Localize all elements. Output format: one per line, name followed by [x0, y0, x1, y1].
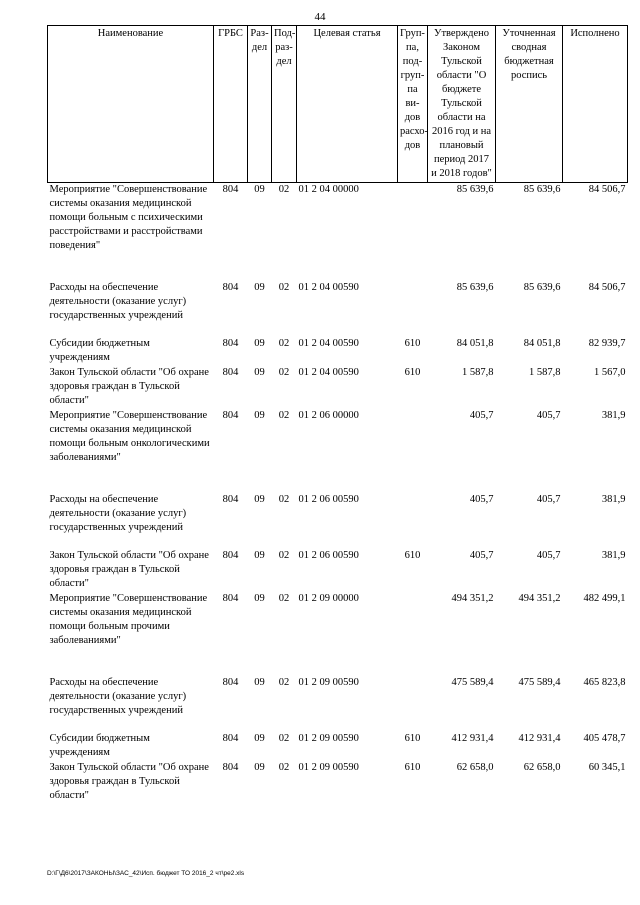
row-name: Расходы на обеспечение деятельности (оказание услуг) государственных учреждений	[49, 282, 187, 321]
row-razdel: 09	[254, 550, 265, 561]
row-utverzhdeno: 1 587,8	[462, 367, 494, 378]
row-ispolneno: 84 506,7	[588, 184, 626, 195]
row-podrazdel: 02	[278, 367, 290, 378]
row-podrazdel: 02	[278, 282, 290, 293]
row-ispolneno: 381,9	[601, 410, 626, 421]
row-ispolneno: 84 506,7	[588, 282, 626, 293]
row-grbs: 804	[222, 410, 239, 421]
row-utochnennaya: 1 587,8	[529, 367, 561, 378]
row-grbs: 804	[222, 550, 239, 561]
row-name: Мероприятие "Совершенствование системы оказания медицинской помощи больным онкологическими заболеваниями"	[49, 410, 210, 463]
row-celevaya: 01 2 09 00590	[298, 762, 359, 773]
row-celevaya: 01 2 04 00590	[298, 338, 359, 349]
row-razdel: 09	[254, 494, 265, 505]
row-ispolneno: 381,9	[601, 494, 626, 505]
row-vid: 610	[404, 367, 421, 378]
row-grbs: 804	[222, 762, 239, 773]
header-podrazdel: Под-раз-дел	[272, 26, 297, 183]
row-grbs: 804	[222, 282, 239, 293]
row-ispolneno: 1 567,0	[594, 367, 626, 378]
row-utochnennaya: 405,7	[536, 410, 561, 421]
row-podrazdel: 02	[278, 184, 290, 195]
row-vid	[398, 676, 428, 732]
header-utochnennaya: Уточненная сводная бюджетная роспись	[496, 26, 563, 183]
row-podrazdel: 02	[278, 338, 290, 349]
row-ispolneno: 405 478,7	[583, 733, 626, 744]
table-row	[48, 337, 628, 366]
row-ispolneno: 482 499,1	[583, 593, 626, 604]
row-podrazdel: 02	[278, 494, 290, 505]
header-name: Наименование	[48, 26, 214, 183]
row-vid	[398, 183, 428, 282]
row-celevaya: 01 2 06 00590	[298, 494, 359, 505]
row-utverzhdeno: 475 589,4	[451, 677, 494, 688]
row-ispolneno: 381,9	[601, 550, 626, 561]
table-row	[48, 366, 628, 409]
row-utochnennaya: 85 639,6	[523, 184, 561, 195]
row-celevaya: 01 2 04 00590	[298, 282, 359, 293]
row-utochnennaya: 85 639,6	[523, 282, 561, 293]
row-celevaya: 01 2 04 00000	[298, 184, 359, 195]
row-utverzhdeno: 405,7	[469, 494, 494, 505]
header-vid: Груп-па, под-груп-па ви-дов расхо-дов	[398, 26, 428, 183]
row-utverzhdeno: 405,7	[469, 550, 494, 561]
header-celevaya: Целевая статья	[297, 26, 398, 183]
row-podrazdel: 02	[278, 762, 290, 773]
table-row	[48, 676, 628, 732]
row-grbs: 804	[222, 677, 239, 688]
row-vid	[398, 493, 428, 549]
row-utverzhdeno: 85 639,6	[456, 184, 494, 195]
header-razdel: Раз-дел	[248, 26, 272, 183]
row-razdel: 09	[254, 733, 265, 744]
row-celevaya: 01 2 09 00590	[298, 733, 359, 744]
row-utverzhdeno: 84 051,8	[456, 338, 494, 349]
row-grbs: 804	[222, 494, 239, 505]
row-vid: 610	[404, 550, 421, 561]
row-celevaya: 01 2 09 00000	[298, 593, 359, 604]
row-podrazdel: 02	[278, 410, 290, 421]
row-name: Расходы на обеспечение деятельности (оказание услуг) государственных учреждений	[49, 494, 187, 533]
row-podrazdel: 02	[278, 733, 290, 744]
row-utverzhdeno: 85 639,6	[456, 282, 494, 293]
budget-table	[47, 25, 628, 804]
row-utochnennaya: 475 589,4	[518, 677, 561, 688]
row-ispolneno: 465 823,8	[583, 677, 626, 688]
row-utverzhdeno: 494 351,2	[451, 593, 494, 604]
row-utochnennaya: 405,7	[536, 550, 561, 561]
row-vid	[398, 281, 428, 337]
table-row	[48, 732, 628, 761]
row-celevaya: 01 2 09 00590	[298, 677, 359, 688]
table-row	[48, 281, 628, 337]
row-utochnennaya: 412 931,4	[518, 733, 561, 744]
table-row	[48, 592, 628, 676]
row-utochnennaya: 405,7	[536, 494, 561, 505]
table-row	[48, 183, 628, 282]
row-razdel: 09	[254, 367, 265, 378]
row-name: Расходы на обеспечение деятельности (оказание услуг) государственных учреждений	[49, 677, 187, 716]
row-grbs: 804	[222, 367, 239, 378]
header-ispolneno: Исполнено	[563, 26, 628, 183]
table-header-row	[48, 26, 628, 183]
row-vid	[398, 592, 428, 676]
row-utverzhdeno: 405,7	[469, 410, 494, 421]
row-celevaya: 01 2 06 00590	[298, 550, 359, 561]
row-grbs: 804	[222, 338, 239, 349]
row-razdel: 09	[254, 593, 265, 604]
row-name: Закон Тульской области "Об охране здоровья граждан в Тульской области"	[49, 550, 209, 589]
row-name: Субсидии бюджетным учреждениям	[49, 338, 150, 363]
row-utverzhdeno: 412 931,4	[451, 733, 494, 744]
row-vid: 610	[404, 338, 421, 349]
row-utverzhdeno: 62 658,0	[456, 762, 494, 773]
row-podrazdel: 02	[278, 677, 290, 688]
row-razdel: 09	[254, 410, 265, 421]
row-ispolneno: 60 345,1	[588, 762, 626, 773]
row-razdel: 09	[254, 282, 265, 293]
file-path-footer: D:\Г\Д6\2017\ЗАКОНЫ\ЗАС_42\Исп. бюджет ТО 2016_2 чт\ре2.xls	[47, 870, 245, 877]
table-row	[48, 409, 628, 493]
row-grbs: 804	[222, 593, 239, 604]
row-razdel: 09	[254, 184, 265, 195]
row-razdel: 09	[254, 677, 265, 688]
row-name: Закон Тульской области "Об охране здоровья граждан в Тульской области"	[49, 367, 209, 406]
row-vid	[398, 409, 428, 493]
row-name: Закон Тульской области "Об охране здоровья граждан в Тульской области"	[49, 762, 209, 801]
header-utverzhdeno: Утверждено Законом Тульской области "О бюджете Тульской области на 2016 год и на плановый период 2017 и 2018 годов"	[428, 26, 496, 183]
row-razdel: 09	[254, 338, 265, 349]
row-name: Мероприятие "Совершенствование системы оказания медицинской помощи больным с психическими расстройствами и расстройствами поведения"	[49, 184, 208, 251]
row-podrazdel: 02	[278, 550, 290, 561]
row-celevaya: 01 2 04 00590	[298, 367, 359, 378]
row-razdel: 09	[254, 762, 265, 773]
table-row	[48, 493, 628, 549]
row-podrazdel: 02	[278, 593, 290, 604]
row-utochnennaya: 494 351,2	[518, 593, 561, 604]
row-name: Субсидии бюджетным учреждениям	[49, 733, 150, 758]
row-utochnennaya: 62 658,0	[523, 762, 561, 773]
row-vid: 610	[404, 733, 421, 744]
row-vid: 610	[404, 762, 421, 773]
table-row	[48, 549, 628, 592]
row-grbs: 804	[222, 184, 239, 195]
row-utochnennaya: 84 051,8	[523, 338, 561, 349]
row-celevaya: 01 2 06 00000	[298, 410, 359, 421]
row-ispolneno: 82 939,7	[588, 338, 626, 349]
table-row	[48, 761, 628, 804]
row-grbs: 804	[222, 733, 239, 744]
header-grbs: ГРБС	[214, 26, 248, 183]
page-number: 44	[314, 11, 326, 23]
row-name: Мероприятие "Совершенствование системы оказания медицинской помощи больным прочими заболеваниями"	[49, 593, 208, 646]
